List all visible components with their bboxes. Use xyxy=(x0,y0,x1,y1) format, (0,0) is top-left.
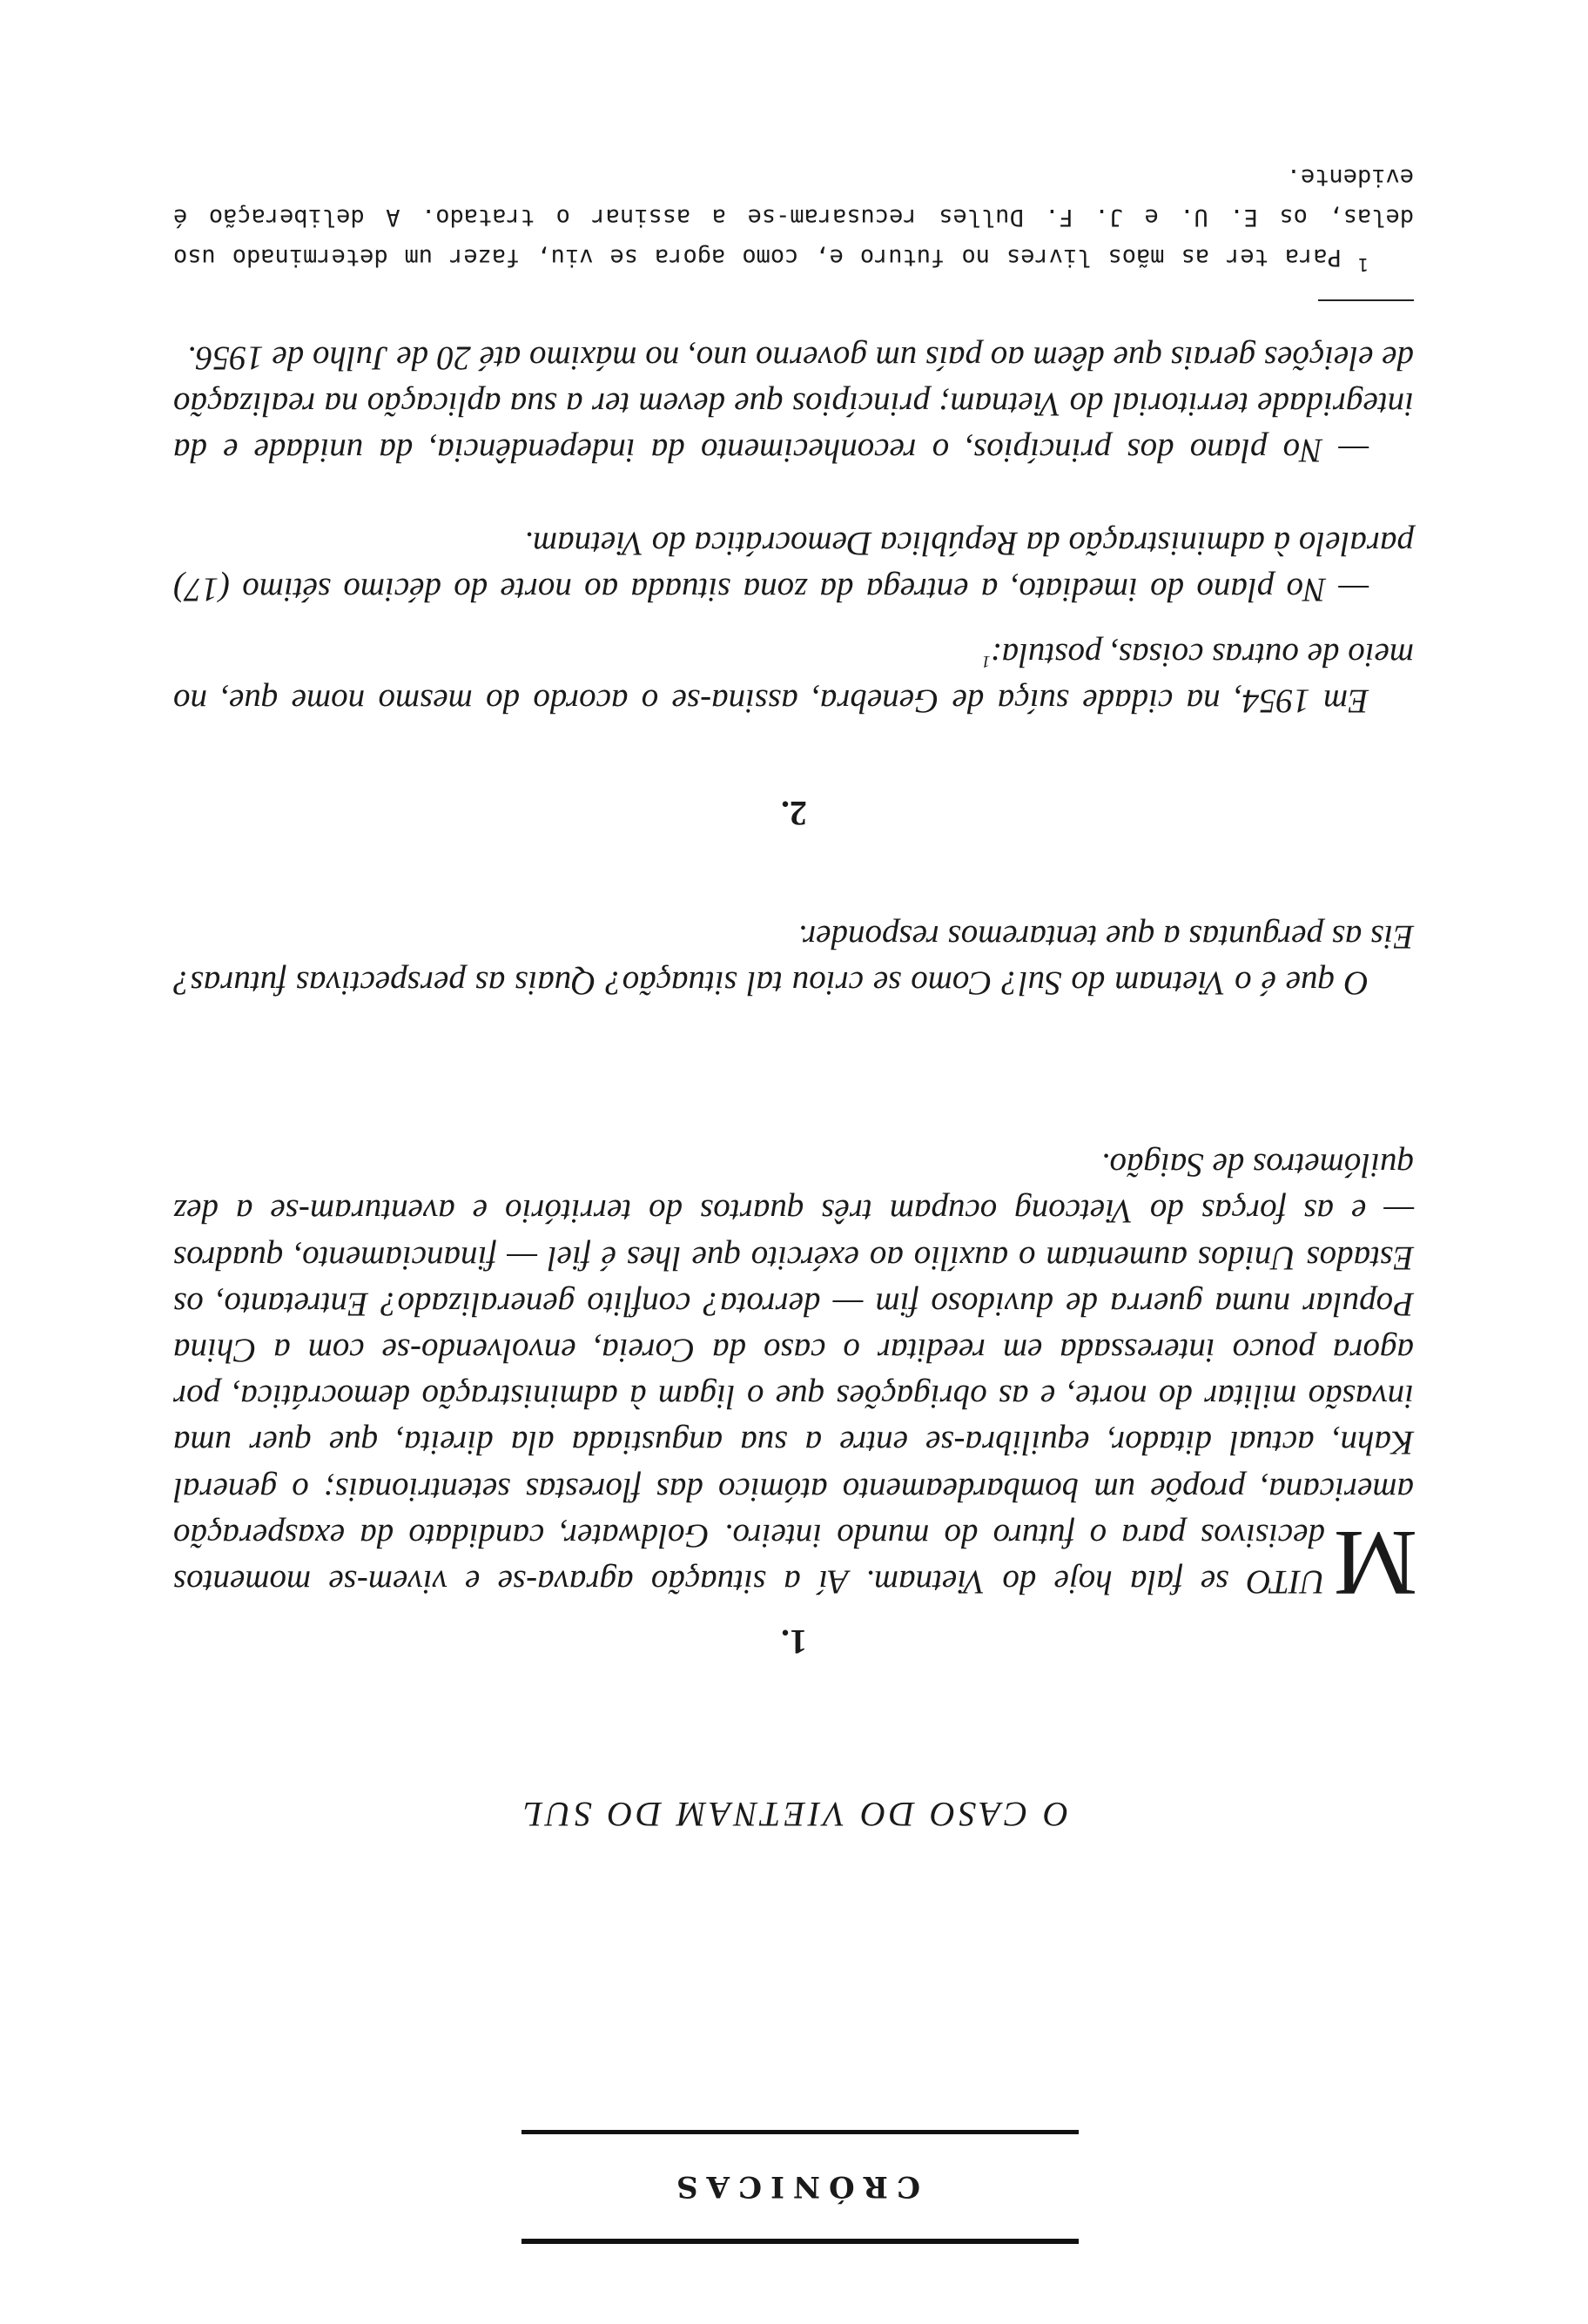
section1-paragraph-2: O que é o Vietnam do Sul? Como se criou tal situação? Quais as perspectivas futuras? Eis as perguntas a que tentaremos responder. xyxy=(173,917,1414,1002)
footnote-marker: 1 xyxy=(1357,254,1369,275)
header-rule-top xyxy=(521,2239,1079,2244)
footnote-reference: 1 xyxy=(981,651,991,671)
section2-paragraph-2: — No plano do imediato, a entrega da zona situada ao norte do décimo sétimo (17) paralelo à administração da República Democrática do Vietnam. xyxy=(173,524,1414,608)
section-number-1: 1. xyxy=(781,1622,807,1662)
footnote xyxy=(173,157,1414,277)
footnote-rule xyxy=(1318,299,1414,301)
section-header: CRÓNICAS xyxy=(668,2169,920,2204)
section2-paragraph-3: — No plano dos princípios, o reconhecimento da independência, da unidade e da integridade territorial do Vietnam; princípios que devem ter a sua aplicação na realização de eleições gerais que dêem ao país um governo uno, no máximo até 20 de Julho de 1956. xyxy=(173,339,1414,469)
drop-cap: M xyxy=(1333,1511,1417,1615)
footnote-text: Para ter as mãos livres no futuro e, como agora se viu, fazer um determinado uso delas, os E. U. e J. F. Dulles recusaram-se a assinar o tratado. A deliberação é evidente. xyxy=(173,164,1414,271)
section2-paragraph-1: Em 1954, na cidade suíça de Genebra, assina-se o acordo do mesmo nome que, no meio de outras coisas, postula:$^1$ xyxy=(173,635,1414,720)
section1-paragraph-1 xyxy=(173,1142,1417,1615)
article-title: O CASO DO VIETNAM DO SUL xyxy=(519,1795,1069,1834)
section1-paragraph-1-text: UITO se fala hoje do Vietnam. Aí a situação agrava-se e vivem-se momentos decisivos para o futuro do mundo inteiro. Goldwater, candidato da exasperação americana, propõe um bombardeamento atómico das florestas setentrionais; o general Kahn, actual ditador, equilibra-se entre a sua angustiada ala direita, que quer uma invasão militar do norte, e as obrigações que o ligam à administração democrática, por agora pouco interessada em reeditar o caso da Coreia, envolvendo-se com a China Popular numa guerra de duvidoso fim — derrota? conflito generalizado? Entretanto, os Estados Unidos aumentam o auxílio ao exército que lhes é fiel — financiamento, quadros — e as forças do Vietcong ocupam três quartos do território e aventuram-se a dez quilómetros de Saigão. xyxy=(173,1146,1414,1601)
header-rule-bottom xyxy=(521,2130,1079,2134)
section-number-2: 2. xyxy=(781,794,807,833)
